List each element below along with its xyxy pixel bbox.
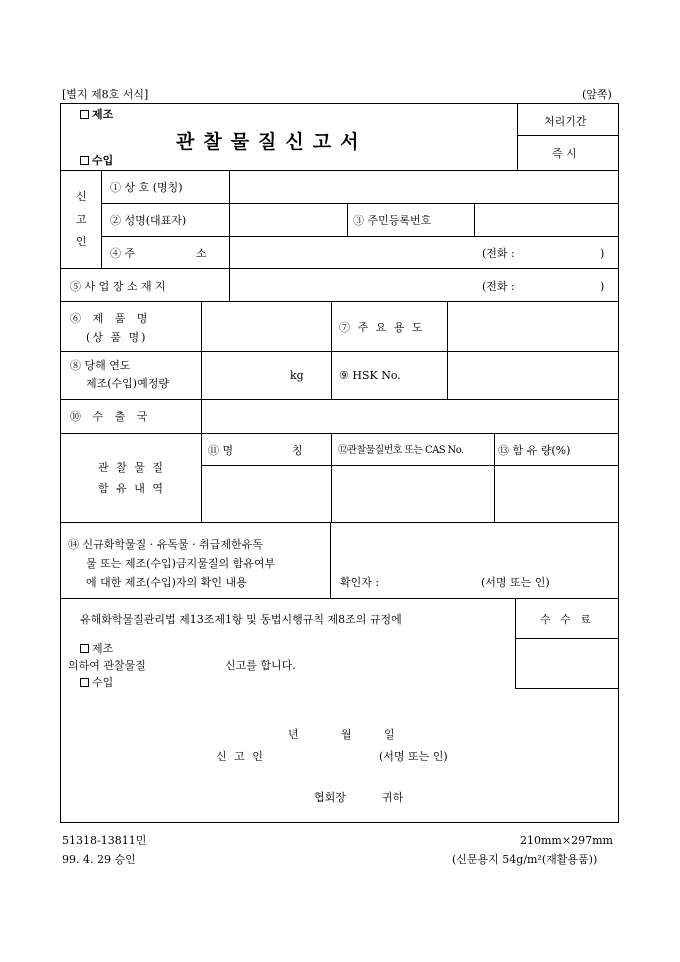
- confirm-line-2: 물 또는 제조(수입)금지물질의 함유여부: [86, 557, 276, 570]
- form-code: 51318-13811민: [62, 834, 147, 847]
- representative-label: ② 성명(대표자): [110, 214, 187, 227]
- date-month: 월: [341, 728, 352, 741]
- paper-type: (신문용지 54g/m²(재활용품)): [452, 853, 598, 866]
- col-content-label: ⑬ 함 유 량(%): [498, 444, 571, 457]
- decl-opt-import-label: 수입: [92, 676, 114, 689]
- representative-field[interactable]: [231, 205, 345, 235]
- opt-manufacture-label: 제조: [92, 108, 114, 121]
- divider: [494, 433, 495, 522]
- address-label: ④ 주: [110, 247, 136, 260]
- address-label-2: 소: [196, 247, 207, 260]
- amount-unit: kg: [290, 369, 304, 382]
- applicant-phone-close: ): [600, 247, 605, 260]
- divider: [60, 598, 619, 599]
- export-country-label: ⑩ 수 출 국: [70, 410, 152, 423]
- divider: [331, 433, 332, 522]
- divider: [515, 688, 619, 689]
- divider: [60, 399, 619, 400]
- site-phone-label: (전화 :: [482, 280, 515, 293]
- hsk-label: ⑨ HSK No.: [339, 369, 401, 382]
- substance-label-1: 관 찰 물 질: [98, 461, 165, 474]
- divider: [60, 433, 619, 434]
- divider: [347, 203, 348, 236]
- divider: [515, 598, 516, 689]
- divider: [331, 301, 332, 399]
- opt-import[interactable]: [80, 154, 113, 167]
- amount-label: ⑧ 당해 연도: [70, 359, 131, 372]
- divider: [101, 236, 619, 237]
- fee-label: 수 수 료: [540, 613, 594, 626]
- fee-field[interactable]: [517, 640, 617, 687]
- divider: [60, 170, 619, 171]
- substance-name-field[interactable]: [203, 467, 329, 521]
- product-name-field[interactable]: [203, 303, 329, 350]
- checkbox-icon[interactable]: [80, 644, 89, 653]
- amount-field[interactable]: [203, 353, 329, 398]
- declaration-text: 유해화학물질관리법 제13조제1항 및 동법시행규칙 제8조의 규정에: [80, 613, 402, 626]
- page-title: 관찰물질신고서: [176, 131, 368, 153]
- hsk-field[interactable]: [449, 353, 617, 398]
- divider: [201, 465, 619, 466]
- confirmer-label: 확인자 :: [340, 576, 380, 589]
- col-name-label-2: 칭: [292, 444, 303, 457]
- divider: [101, 170, 102, 268]
- confirm-line-1: ⑭ 신규화학물질 · 유독물 · 취급제한유독: [68, 538, 263, 551]
- opt-manufacture[interactable]: [80, 108, 113, 121]
- substance-content-field[interactable]: [496, 467, 617, 521]
- applicant-phone-label: (전화 :: [482, 247, 515, 260]
- divider: [60, 522, 619, 523]
- divider: [330, 522, 331, 598]
- divider: [515, 638, 619, 639]
- declaration-suffix: 신고를 합니다.: [225, 659, 296, 672]
- decl-opt-manufacture-label: 제조: [92, 642, 114, 655]
- col-number-label: ⑫관찰물질번호 또는 CAS No.: [338, 445, 464, 456]
- confirm-line-3: 에 대한 제조(수입)자의 확인 내용: [86, 576, 247, 589]
- substance-number-field[interactable]: [333, 467, 492, 521]
- addressee: 협회장: [314, 791, 346, 804]
- site-address-field[interactable]: [231, 270, 471, 300]
- resident-number-label: ③ 주민등록번호: [353, 214, 432, 227]
- reporter-label: 신 고 인: [216, 750, 265, 763]
- company-name-field[interactable]: [231, 172, 617, 202]
- opt-import-label: 수입: [92, 154, 114, 167]
- product-name-label: ⑥ 제 품 명: [70, 312, 152, 325]
- processing-value: 즉 시: [552, 147, 577, 160]
- checkbox-icon[interactable]: [80, 678, 89, 687]
- resident-number-field[interactable]: [476, 205, 617, 235]
- divider: [60, 351, 619, 352]
- main-use-field[interactable]: [449, 303, 617, 350]
- checkbox-icon[interactable]: [80, 110, 89, 119]
- decl-opt-manufacture[interactable]: [80, 642, 113, 655]
- main-use-label: ⑦ 주 요 용 도: [339, 321, 425, 334]
- address-field[interactable]: [231, 238, 471, 267]
- divider: [517, 103, 518, 170]
- reporter-sign: (서명 또는 인): [379, 750, 448, 763]
- form-number: [별지 제8호 서식]: [62, 88, 149, 101]
- divider: [517, 135, 619, 136]
- page-side: (앞쪽): [582, 88, 612, 101]
- applicant-label-3: 인: [76, 235, 87, 248]
- divider: [201, 433, 202, 522]
- product-name-label-2: (상 품 명): [86, 331, 148, 344]
- applicant-label-1: 신: [76, 190, 87, 203]
- divider: [447, 301, 448, 399]
- paper-size: 210mm×297mm: [520, 834, 613, 847]
- declaration-prefix: 의하여 관찰물질: [68, 659, 146, 672]
- divider: [60, 268, 619, 269]
- date-day: 일: [384, 728, 395, 741]
- processing-label: 처리기간: [544, 115, 587, 128]
- substance-label-2: 함 유 내 역: [98, 482, 165, 495]
- company-name-label: ① 상 호 (명칭): [110, 181, 183, 194]
- col-name-label: ⑪ 명: [208, 444, 234, 457]
- applicant-label-2: 고: [76, 213, 87, 226]
- divider: [201, 301, 202, 433]
- amount-label-2: 제조(수입)예정량: [86, 377, 169, 390]
- divider: [101, 203, 619, 204]
- approval-date: 99. 4. 29 승인: [62, 853, 136, 866]
- site-phone-close: ): [600, 280, 605, 293]
- export-country-field[interactable]: [203, 401, 617, 432]
- confirmer-sign: (서명 또는 인): [481, 576, 550, 589]
- divider: [60, 301, 619, 302]
- divider: [474, 203, 475, 236]
- checkbox-icon[interactable]: [80, 156, 89, 165]
- site-label: ⑤ 사 업 장 소 재 지: [70, 280, 166, 293]
- date-year: 년: [288, 728, 299, 741]
- addressee-suffix: 귀하: [382, 791, 404, 804]
- decl-opt-import[interactable]: [80, 676, 113, 689]
